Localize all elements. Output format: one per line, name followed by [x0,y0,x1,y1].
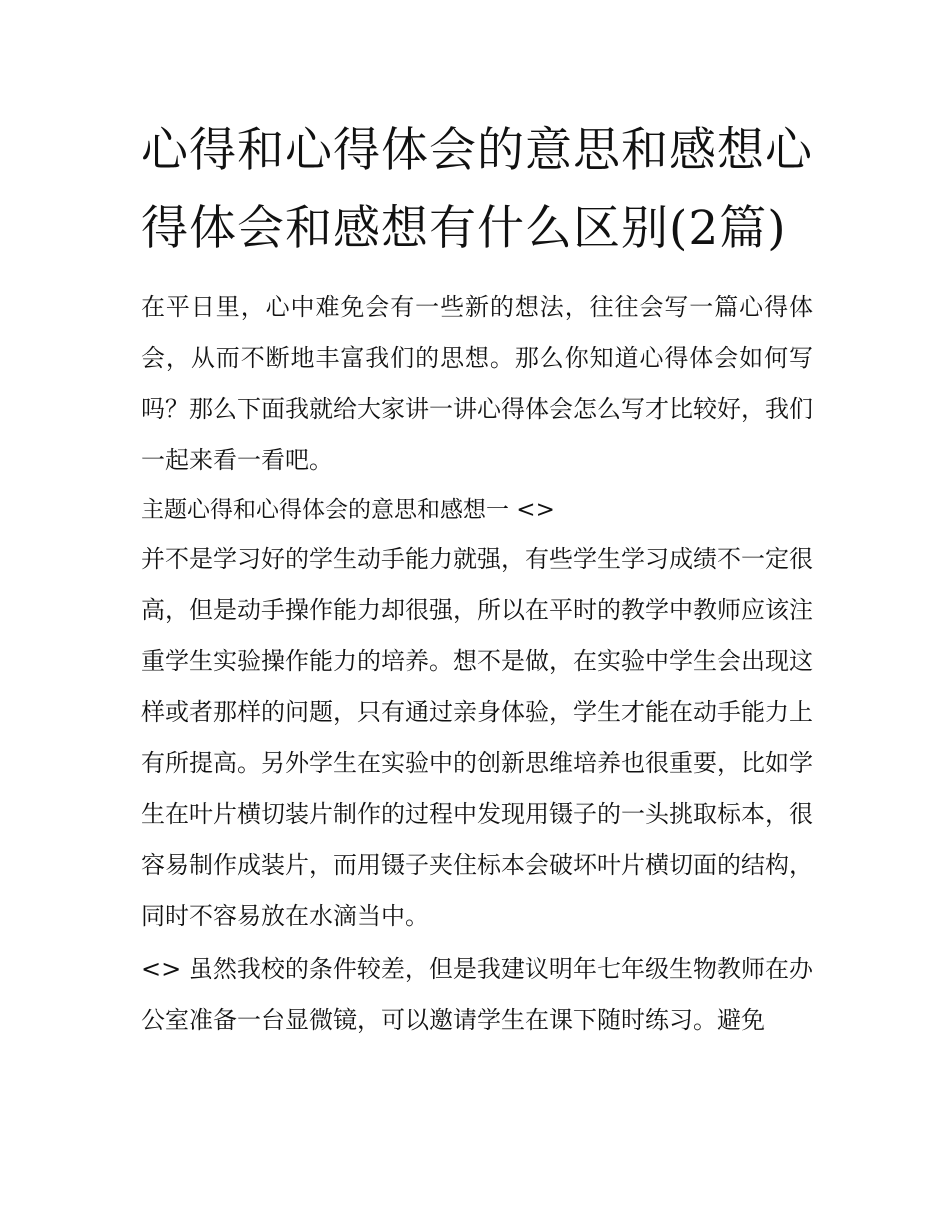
body-paragraph-1: 并不是学习好的学生动手能力就强，有些学生学习成绩不一定很高，但是动手操作能力却很强，所以在平时的教学中教师应该注重学生实验操作能力的培养。想不是做，在实验中学生会出现这样或者那样的问题，只有通过亲身体验，学生才能在动手能力上有所提高。另外学生在实验中的创新思维培养也很重要，比如学生在叶片横切装片制作的过程中发现用镊子的一头挑取标本，很容易制作成装片，而用镊子夹住标本会破坏叶片横切面的结构，同时不容易放在水滴当中。 [141,545,813,930]
intro-paragraph: 在平日里，心中难免会有一些新的想法，往往会写一篇心得体会，从而不断地丰富我们的思想。那么你知道心得体会如何写吗？那么下面我就给大家讲一讲心得体会怎么写才比较好，我们一起来看一看吧。 [141,293,813,474]
document-page [141,112,813,1046]
document-title: 心得和心得体会的意思和感想心得体会和感想有什么区别(2篇) [141,123,813,256]
section-heading: 主题心得和心得体会的意思和感想一 <> [141,497,555,523]
body-paragraph-2: <> 虽然我校的条件较差，但是我建议明年七年级生物教师在办公室准备一台显微镜，可以邀请学生在课下随时练习。避免 [141,955,813,1034]
